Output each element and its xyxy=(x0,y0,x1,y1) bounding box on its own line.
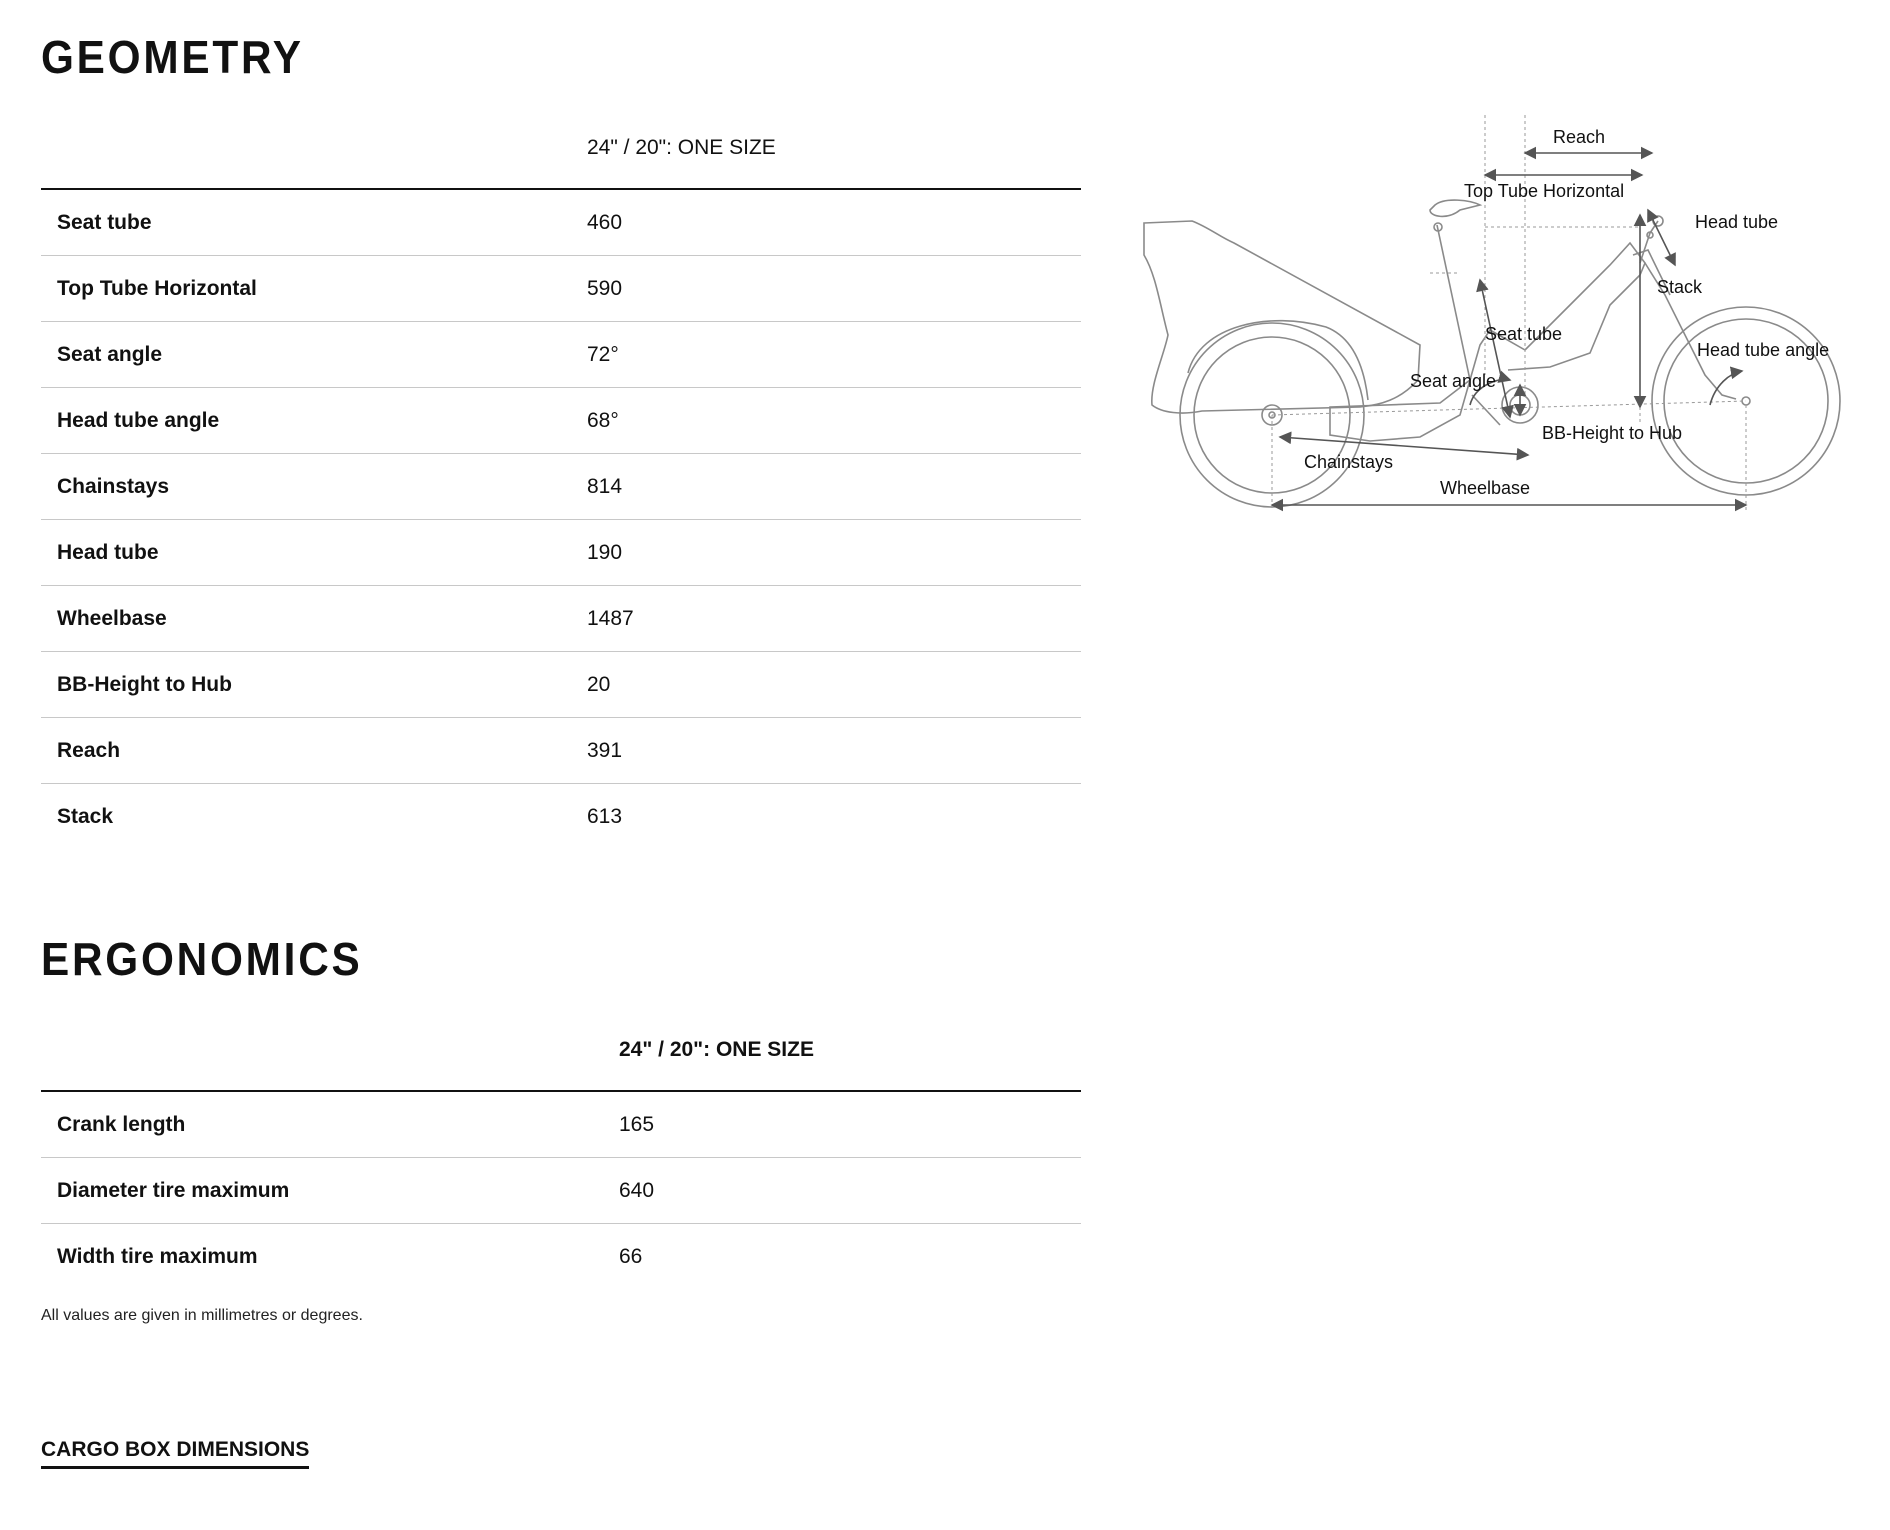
table-row xyxy=(41,520,1081,586)
row-label: Crank length xyxy=(41,1091,619,1158)
label-bb-height: BB-Height to Hub xyxy=(1542,423,1683,443)
geometry-title: GEOMETRY xyxy=(41,31,304,83)
row-label: Diameter tire maximum xyxy=(41,1158,619,1224)
label-head-tube: Head tube xyxy=(1695,212,1779,232)
row-value: 460 xyxy=(587,189,1081,256)
row-value: 190 xyxy=(587,520,1081,586)
ergonomics-table xyxy=(41,1010,1081,1289)
row-value: 72° xyxy=(587,322,1081,388)
row-label: Stack xyxy=(57,804,114,828)
bike-geometry-diagram xyxy=(1130,115,1870,515)
label-top-tube: Top Tube Horizontal xyxy=(1464,181,1625,201)
table-row xyxy=(41,1091,1081,1158)
row-label: Head tube angle xyxy=(41,388,587,454)
row-label: Head tube xyxy=(41,520,587,586)
units-note: All values are given in millimetres or degrees. xyxy=(41,1307,363,1324)
handlebar xyxy=(1640,221,1658,263)
row-value: 20 xyxy=(587,652,1081,718)
row-label: Top Tube Horizontal xyxy=(41,256,587,322)
table-row xyxy=(41,1224,1081,1290)
row-value: 66 xyxy=(619,1244,643,1268)
ergonomics-title: ERGONOMICS xyxy=(41,933,363,985)
row-value: 68° xyxy=(587,388,1081,454)
row-value: 640 xyxy=(619,1158,1081,1224)
row-label: BB-Height to Hub xyxy=(41,652,587,718)
geometry-header-empty xyxy=(41,108,587,189)
row-value: 613 xyxy=(587,804,623,828)
table-row xyxy=(41,454,1081,520)
row-value: 814 xyxy=(587,454,1081,520)
ergonomics-size-header: 24" / 20": ONE SIZE xyxy=(619,1010,1081,1091)
ergonomics-header-row xyxy=(41,1010,1081,1091)
row-label: Seat tube xyxy=(41,189,587,256)
table-row xyxy=(41,189,1081,256)
geometry-header-row xyxy=(41,108,1081,189)
ergonomics-header-empty xyxy=(41,1010,619,1091)
table-row xyxy=(41,784,1081,850)
cargo-box-dimensions-link[interactable]: CARGO BOX DIMENSIONS xyxy=(41,1438,309,1469)
row-value: 391 xyxy=(587,718,1081,784)
row-label: Seat angle xyxy=(41,322,587,388)
label-chainstays: Chainstays xyxy=(1304,452,1394,472)
label-head-tube-angle: Head tube angle xyxy=(1697,340,1830,360)
label-reach: Reach xyxy=(1553,127,1606,147)
row-label: Reach xyxy=(41,718,587,784)
saddle xyxy=(1430,200,1480,216)
table-row xyxy=(41,322,1081,388)
label-seat-tube: Seat tube xyxy=(1485,324,1563,344)
label-seat-angle: Seat angle xyxy=(1410,371,1497,391)
row-label: Wheelbase xyxy=(41,586,587,652)
table-row xyxy=(41,256,1081,322)
label-stack: Stack xyxy=(1657,277,1703,297)
label-wheelbase: Wheelbase xyxy=(1440,478,1531,498)
table-row xyxy=(41,586,1081,652)
row-label: Chainstays xyxy=(41,454,587,520)
dimension-labels xyxy=(1304,127,1829,498)
row-value: 165 xyxy=(619,1091,1081,1158)
table-row xyxy=(41,1158,1081,1224)
row-label: Width tire maximum xyxy=(57,1244,258,1268)
table-row xyxy=(41,388,1081,454)
table-row xyxy=(41,718,1081,784)
seat-tube-arrow xyxy=(1480,280,1510,417)
seat-post xyxy=(1437,225,1470,380)
geometry-size-header: 24" / 20": ONE SIZE xyxy=(587,108,1081,189)
table-row xyxy=(41,652,1081,718)
head-tube-angle-arc xyxy=(1710,371,1742,405)
geometry-table xyxy=(41,108,1081,849)
row-value: 590 xyxy=(587,256,1081,322)
row-value: 1487 xyxy=(587,586,1081,652)
